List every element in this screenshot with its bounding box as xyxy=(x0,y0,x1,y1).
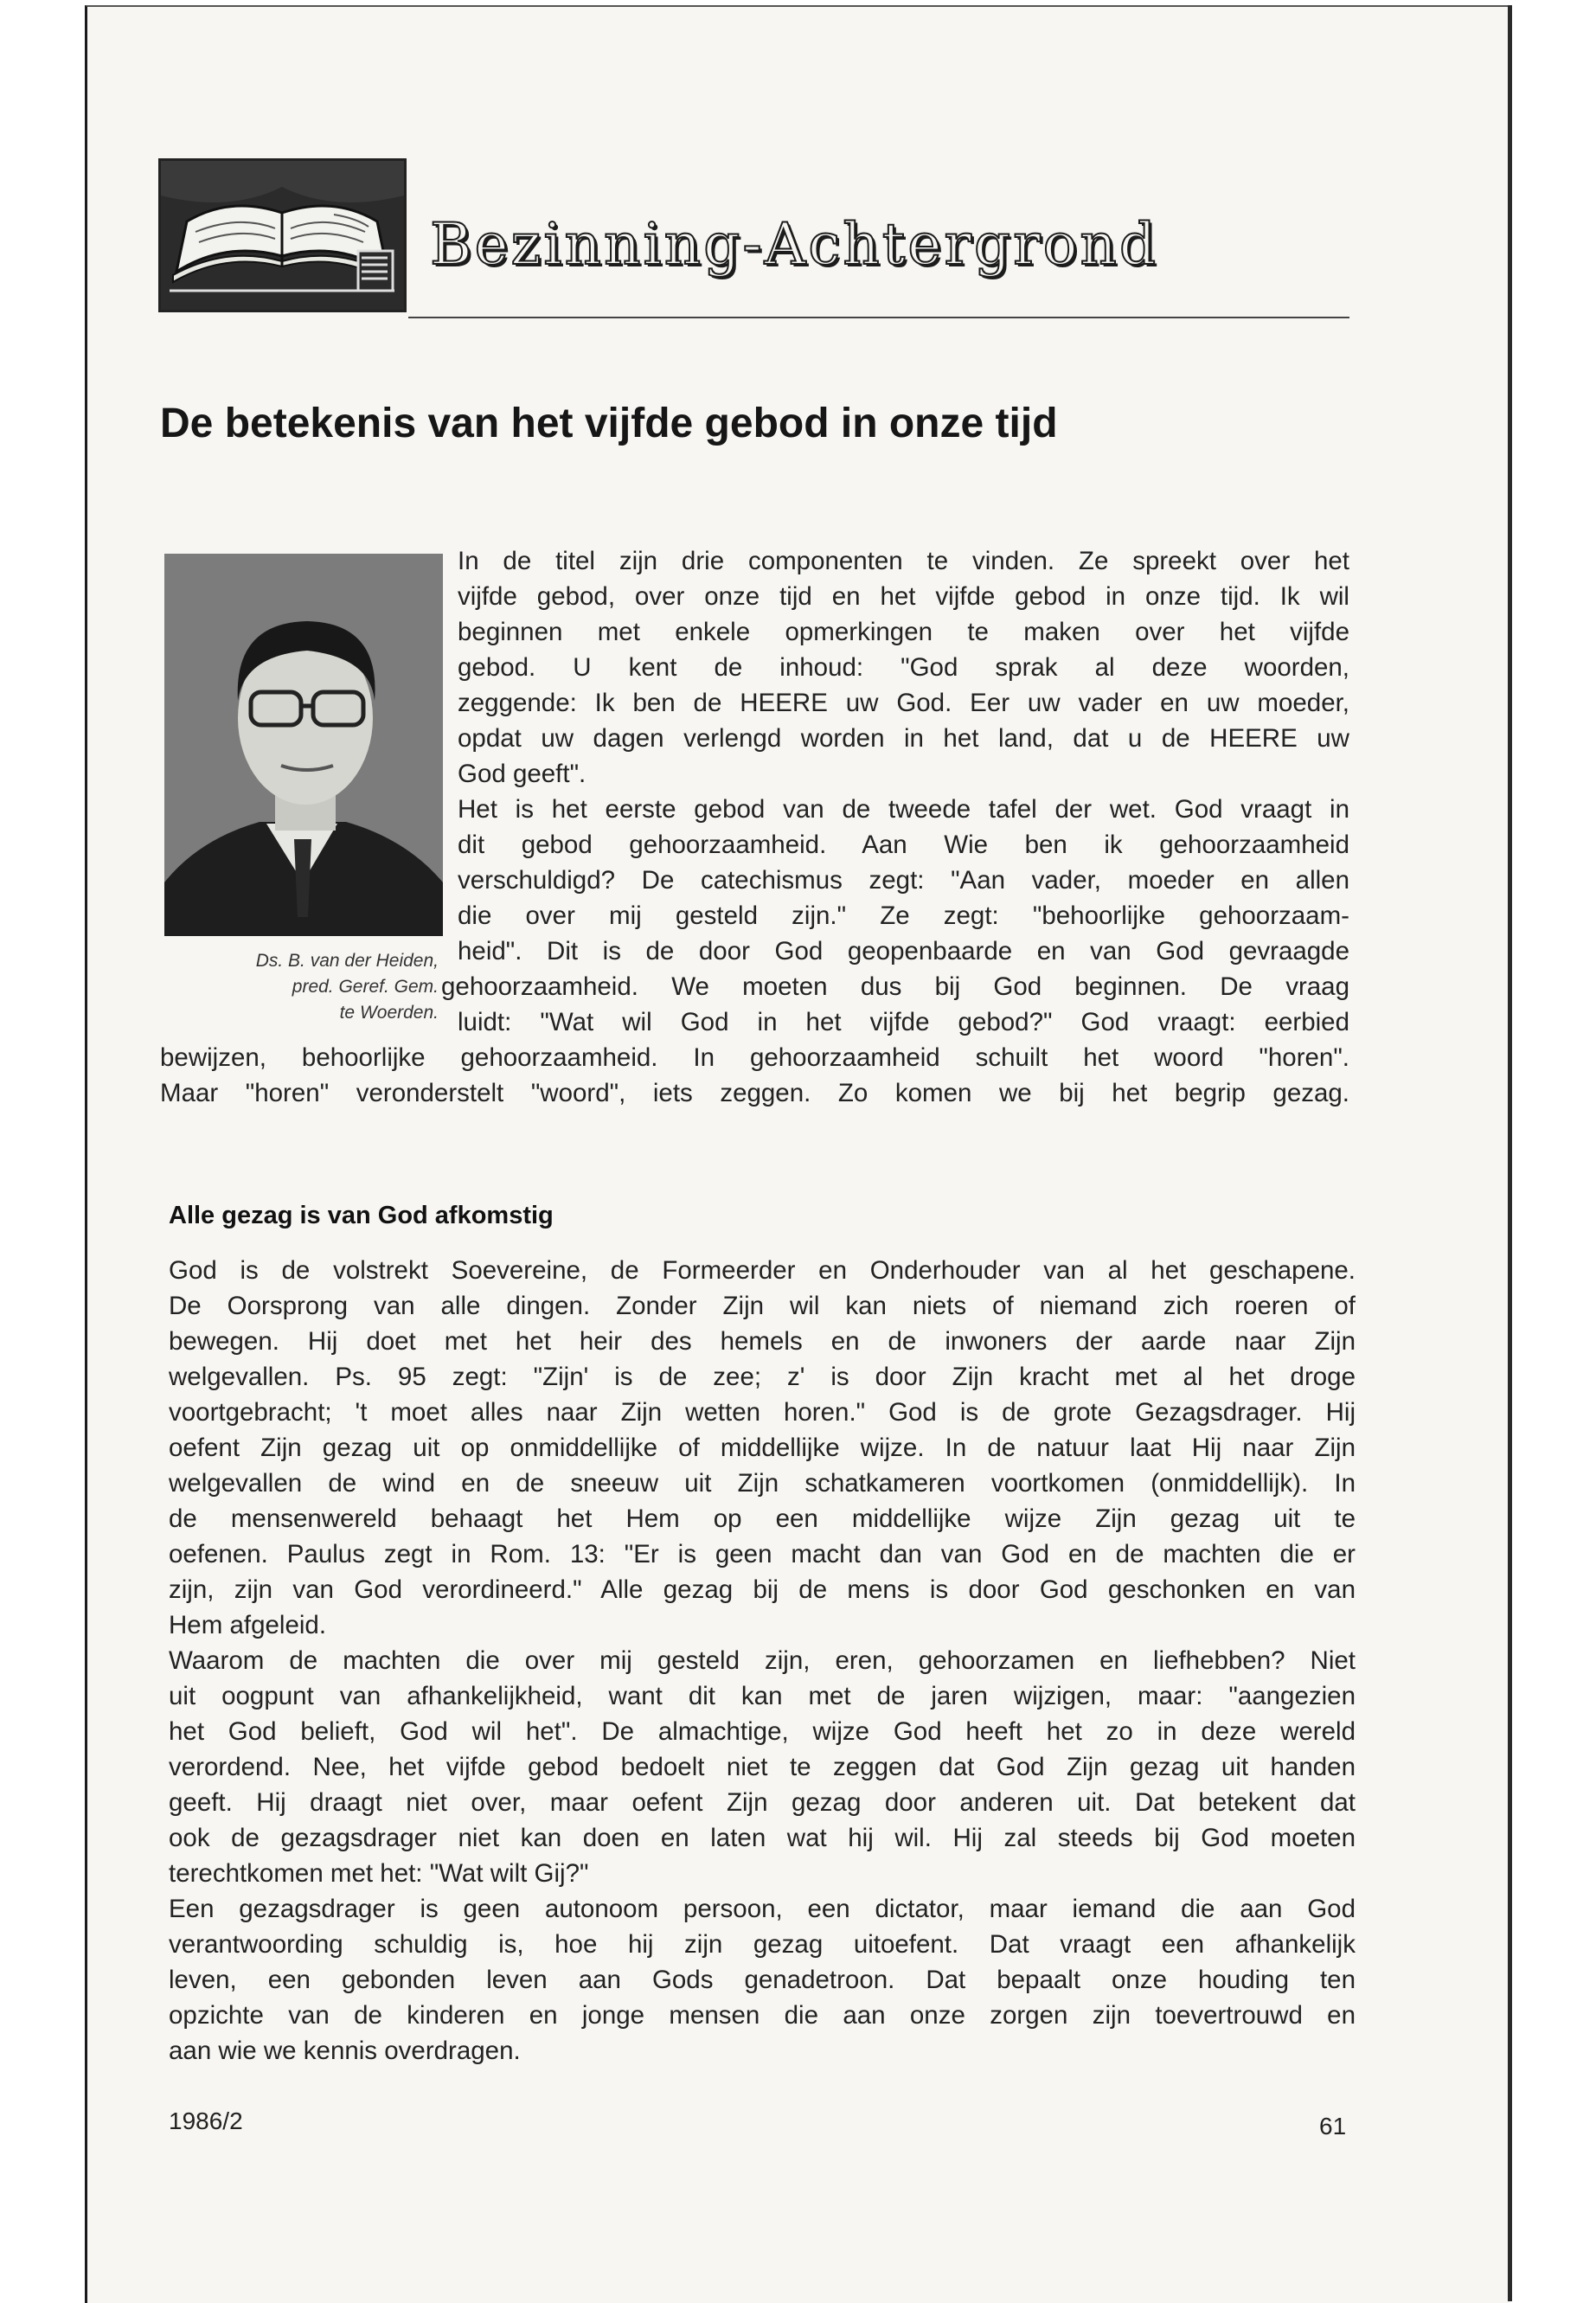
body-line: het God belieft, God wil het". De almachtige, wijze God heeft het zo in deze wereld xyxy=(169,1717,1356,1746)
intro-line: heid". Dit is de door God geopenbaarde en van God gevraagde xyxy=(458,937,1349,965)
section-subheading: Alle gezag is van God afkomstig xyxy=(169,1202,554,1229)
caption-line: pred. Geref. Gem. xyxy=(292,977,439,997)
section-title: Bezinning-Achtergrond xyxy=(430,211,1159,278)
body-line: Hem afgeleid. xyxy=(169,1611,327,1639)
body-line: welgevallen. Ps. 95 zegt: "Zijn' is de zee; z' is door Zijn kracht met al het droge xyxy=(169,1363,1356,1391)
body-line: verantwoording schuldig is, hoe hij zijn gezag uitoefent. Dat vraagt een afhankelijk xyxy=(169,1930,1356,1959)
intro-line: dit gebod gehoorzaamheid. Aan Wie ben ik gehoorzaamheid xyxy=(458,831,1349,859)
open-book-icon xyxy=(161,161,404,310)
body-line: opzichte van de kinderen en jonge mensen die aan onze zorgen zijn toevertrouwd en xyxy=(169,2001,1356,2030)
body-line: geeft. Hij draagt niet over, maar oefent Zijn gezag door anderen uit. Dat betekent dat xyxy=(169,1788,1356,1817)
body-line: uit oogpunt van afhankelijkheid, want dit kan met de jaren wijzigen, maar: "aangezien xyxy=(169,1682,1356,1710)
intro-line: In de titel zijn drie componenten te vinden. Ze spreekt over het xyxy=(458,547,1349,575)
intro-line: gehoorzaamheid. We moeten dus bij God beginnen. De vraag xyxy=(441,972,1349,1001)
intro-line: gebod. U kent de inhoud: "God sprak al deze woorden, xyxy=(458,653,1349,682)
photo-caption xyxy=(151,948,439,1026)
intro-full-line: bewijzen, behoorlijke gehoorzaamheid. In gehoorzaamheid schuilt het woord "horen". xyxy=(160,1043,1349,1072)
issue-label: 1986/2 xyxy=(169,2107,243,2134)
caption-line: te Woerden. xyxy=(339,1003,439,1023)
header-divider xyxy=(408,317,1349,318)
body-line: God is de volstrekt Soevereine, de Formeerder en Onderhouder van al het geschapene. xyxy=(169,1256,1356,1285)
page-edge-shadow xyxy=(1508,5,1512,2301)
body-line: ook de gezagsdrager niet kan doen en laten wat hij wil. Hij zal steeds bij God moeten xyxy=(169,1824,1356,1852)
body-line: De Oorsprong van alle dingen. Zonder Zijn wil kan niets of niemand zich roeren of xyxy=(169,1292,1356,1320)
body-line: oefenen. Paulus zegt in Rom. 13: "Er is geen macht dan van God en de machten die er xyxy=(169,1540,1356,1568)
body-line: Waarom de machten die over mij gesteld zijn, eren, gehoorzamen en liefhebben? Niet xyxy=(169,1646,1356,1675)
intro-line: God geeft". xyxy=(458,760,586,788)
intro-line: verschuldigd? De catechismus zegt: "Aan vader, moeder en allen xyxy=(458,866,1349,895)
body-line: zijn, zijn van God verordineerd." Alle gezag bij de mens is door God geschonken en van xyxy=(169,1575,1356,1604)
caption-line: Ds. B. van der Heiden, xyxy=(255,951,439,971)
body-line: terechtkomen met het: "Wat wilt Gij?" xyxy=(169,1859,589,1888)
body-line: oefent Zijn gezag uit op onmiddellijke of middellijke wijze. In de natuur laat Hij naar Zijn xyxy=(169,1434,1356,1462)
intro-line: luidt: "Wat wil God in het vijfde gebod?" God vraagt: eerbied xyxy=(458,1008,1349,1036)
body-line: welgevallen de wind en de sneeuw uit Zijn schatkameren voortkomen (onmiddellijk). In xyxy=(169,1469,1356,1498)
intro-line: die over mij gesteld zijn." Ze zegt: "behoorlijke gehoorzaam- xyxy=(458,901,1349,930)
portrait-photo xyxy=(164,554,443,936)
body-line: Een gezagsdrager is geen autonoom persoon, een dictator, maar iemand die aan God xyxy=(169,1895,1356,1923)
intro-line: zeggende: Ik ben de HEERE uw God. Eer uw vader en uw moeder, xyxy=(458,689,1349,717)
body-line: de mensenwereld behaagt het Hem op een middellijke wijze Zijn gezag uit te xyxy=(169,1504,1356,1533)
intro-line: opdat uw dagen verlengd worden in het land, dat u de HEERE uw xyxy=(458,724,1349,753)
body-line: bewegen. Hij doet met het heir des hemels en de inwoners der aarde naar Zijn xyxy=(169,1327,1356,1356)
body-line: voortgebracht; 't moet alles naar Zijn wetten horen." God is de grote Gezagsdrager. Hij xyxy=(169,1398,1356,1427)
intro-line: vijfde gebod, over onze tijd en het vijfde gebod in onze tijd. Ik wil xyxy=(458,582,1349,611)
intro-line: Het is het eerste gebod van de tweede tafel der wet. God vraagt in xyxy=(458,795,1349,824)
page-number: 61 xyxy=(1319,2113,1347,2139)
intro-line: beginnen met enkele opmerkingen te maken over het vijfde xyxy=(458,618,1349,646)
body-line: leven, een gebonden leven aan Gods genadetroon. Dat bepaalt onze houding ten xyxy=(169,1966,1356,1994)
article-headline: De betekenis van het vijfde gebod in onze tijd xyxy=(160,401,1058,446)
body-line: verordend. Nee, het vijfde gebod bedoelt niet te zeggen dat God Zijn gezag uit handen xyxy=(169,1753,1356,1781)
intro-full-line: Maar "horen" veronderstelt "woord", iets zeggen. Zo komen we bij het begrip gezag. xyxy=(160,1079,1349,1107)
section-logo-box xyxy=(158,158,407,312)
body-line: aan wie we kennis overdragen. xyxy=(169,2037,521,2065)
